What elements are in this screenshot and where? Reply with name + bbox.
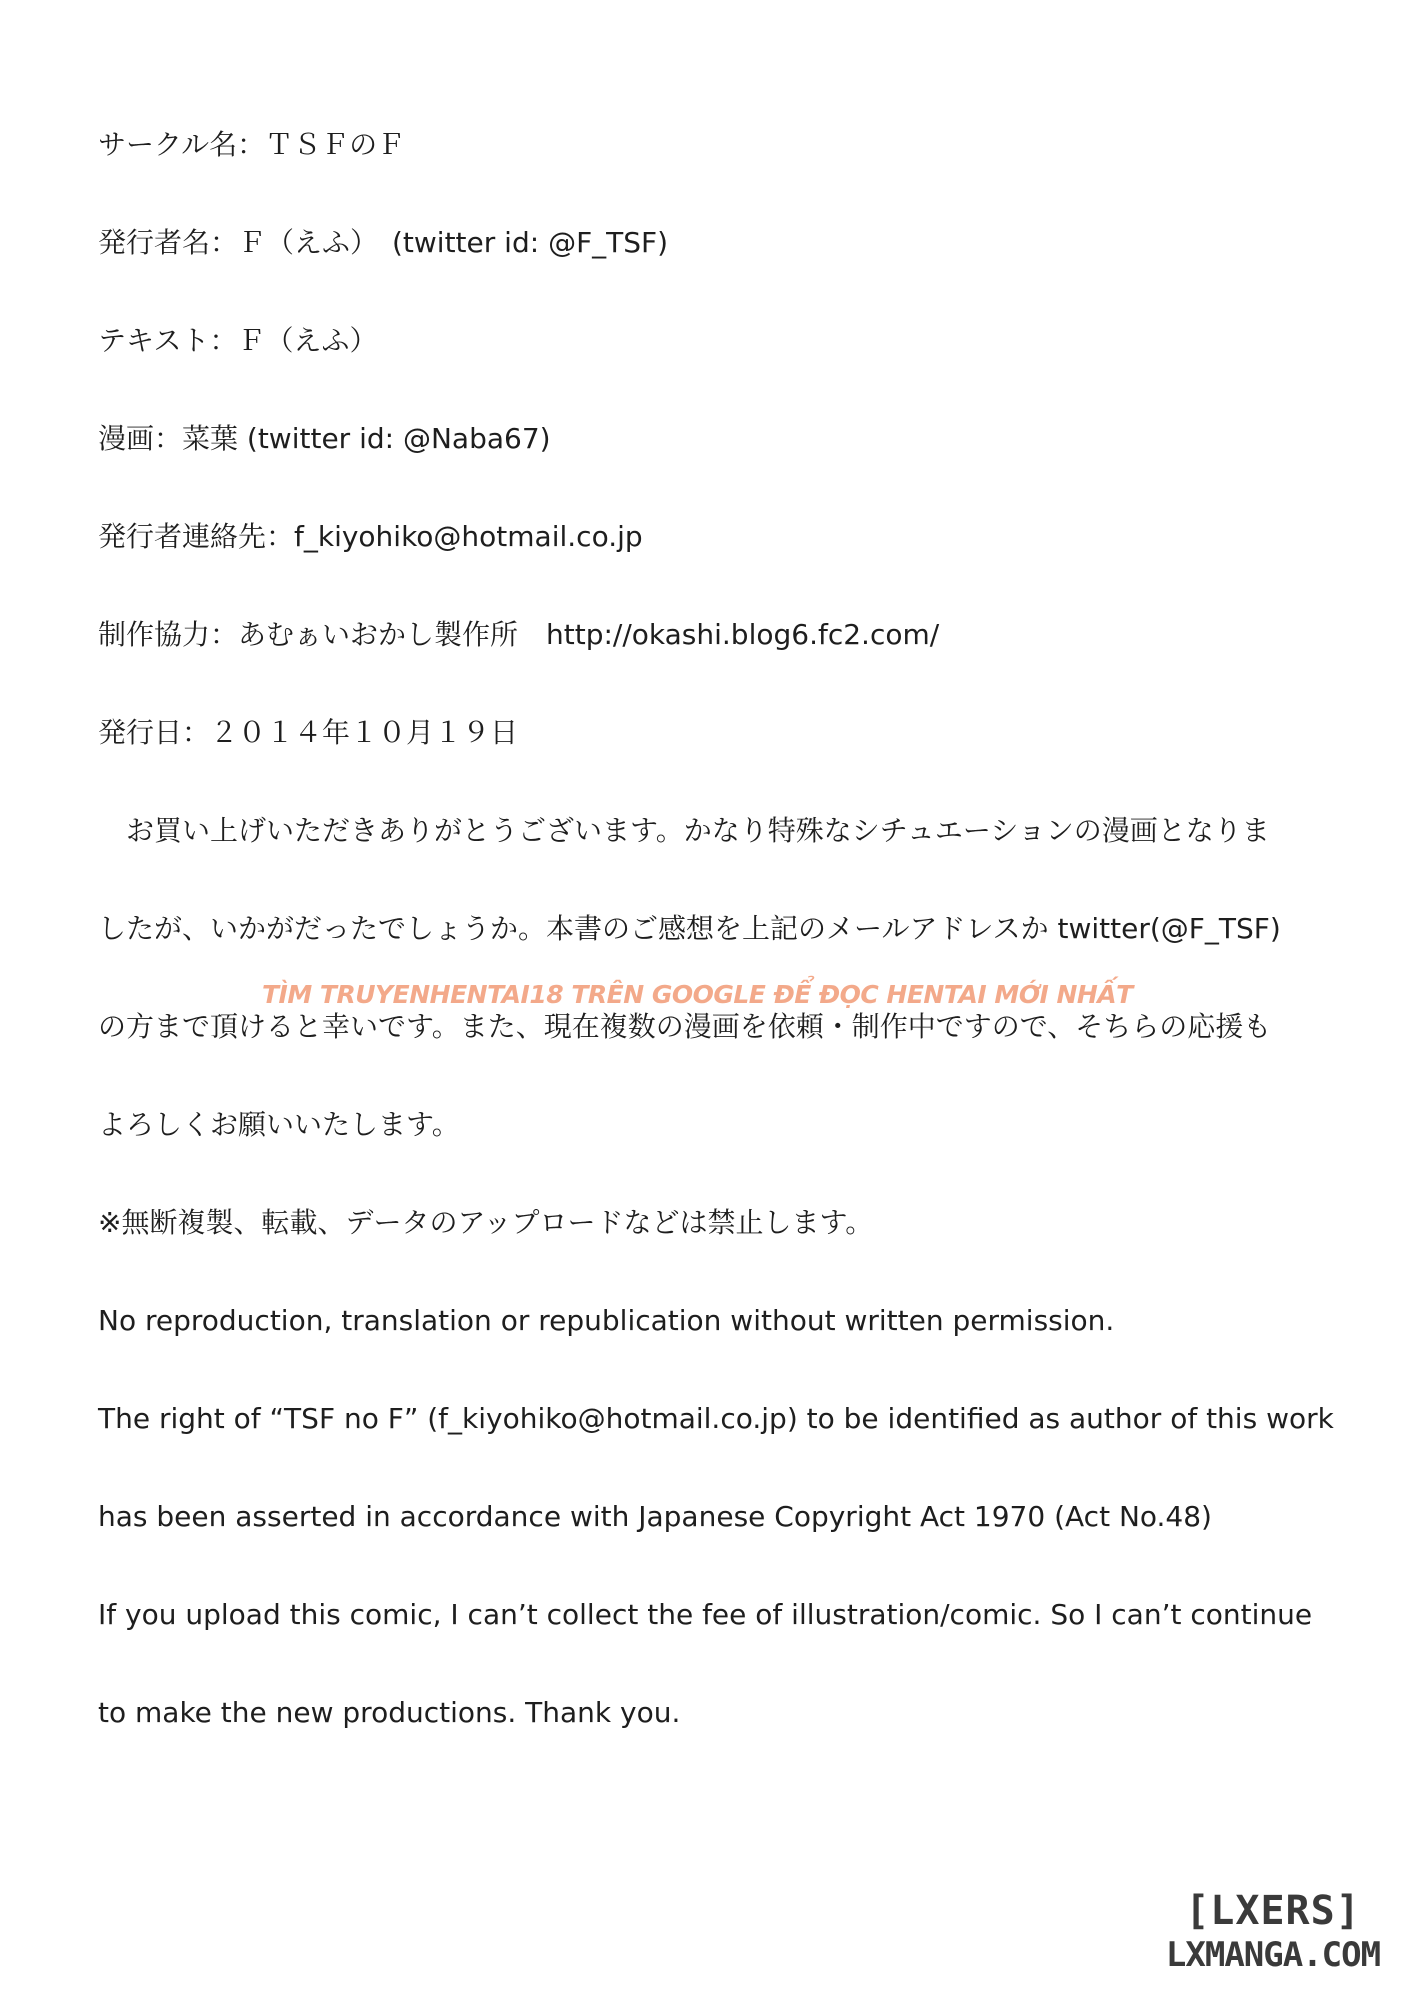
thanks-paragraph-line-3: の方まで頂けると幸いです。また、現在複数の漫画を依頼・制作中ですので、そちらの応援も xyxy=(98,1010,1272,1043)
circle-name-line: サークル名：ＴＳＦのＦ xyxy=(98,128,406,161)
logo-bottom-text: LXMANGA.COM xyxy=(1165,1935,1381,1975)
thanks-paragraph-line-2: したが、いかがだったでしょうか。本書のご感想を上記のメールアドレスか twitter(@F_TSF) xyxy=(98,912,1281,945)
copyright-line-1: No reproduction, translation or republication without written permission. xyxy=(98,1304,1115,1337)
copyright-line-4: If you upload this comic, I can’t collect the fee of illustration/comic. So I can’t continue xyxy=(98,1598,1313,1631)
cooperation-line: 制作協力：あむぁいおかし製作所 http://okashi.blog6.fc2.com/ xyxy=(98,618,940,651)
copyright-line-2: The right of “TSF no F” (f_kiyohiko@hotmail.co.jp) to be identified as author of this work xyxy=(98,1402,1334,1435)
text-author-line: テキスト：Ｆ（えふ） xyxy=(98,324,378,357)
publisher-line: 発行者名：Ｆ（えふ） (twitter id: @F_TSF) xyxy=(98,226,669,259)
logo-top-text: [LXERS] xyxy=(1185,1888,1361,1934)
manga-artist-line: 漫画：菜葉 (twitter id: @Naba67) xyxy=(98,422,551,455)
contact-line: 発行者連絡先：f_kiyohiko@hotmail.co.jp xyxy=(98,520,643,553)
site-logo xyxy=(1158,1888,1388,1976)
thanks-paragraph-line-1: お買い上げいただきありがとうございます。かなり特殊なシチュエーションの漫画となりま xyxy=(98,814,1270,847)
copyright-line-3: has been asserted in accordance with Japanese Copyright Act 1970 (Act No.48) xyxy=(98,1500,1212,1533)
prohibition-notice-jp: ※無断複製、転載、データのアップロードなどは禁止します。 xyxy=(98,1206,874,1239)
watermark-text: TÌM TRUYENHENTAI18 TRÊN GOOGLE ĐỂ ĐỌC HENTAI MỚI NHẤT xyxy=(262,980,1133,1009)
copyright-line-5: to make the new productions. Thank you. xyxy=(98,1696,681,1729)
thanks-paragraph-line-4: よろしくお願いいたします。 xyxy=(98,1108,460,1141)
publish-date-line: 発行日：２０１４年１０月１９日 xyxy=(98,716,519,749)
